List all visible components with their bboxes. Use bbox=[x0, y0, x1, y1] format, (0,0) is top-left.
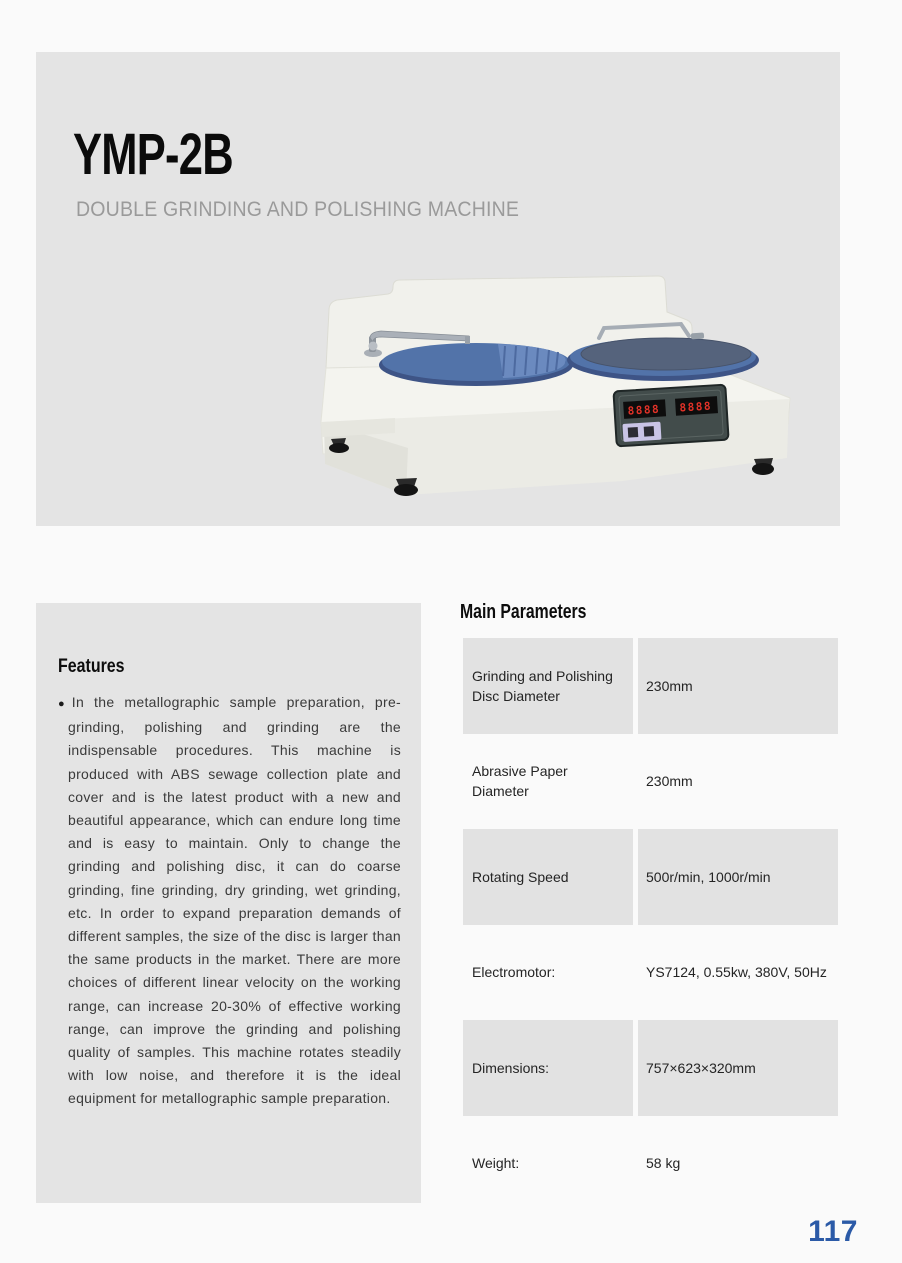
panel-buttons bbox=[622, 422, 661, 442]
product-subtitle: DOUBLE GRINDING AND POLISHING MACHINE bbox=[76, 198, 520, 221]
control-panel bbox=[613, 385, 728, 447]
led-display-left bbox=[623, 399, 666, 419]
param-label: Dimensions: bbox=[463, 1020, 633, 1116]
param-value: 230mm bbox=[638, 638, 838, 734]
features-heading: Features bbox=[58, 656, 125, 677]
features-paragraph bbox=[58, 691, 401, 1111]
param-label: Grinding and Polishing Disc Diameter bbox=[463, 638, 633, 734]
svg-text:8888: 8888 bbox=[679, 399, 713, 415]
led-display-right bbox=[675, 396, 718, 416]
features-panel bbox=[36, 603, 421, 1203]
param-value: 58 kg bbox=[646, 1155, 681, 1172]
param-value: 500r/min, 1000r/min bbox=[638, 829, 838, 925]
param-value: YS7124, 0.55kw, 380V, 50Hz bbox=[646, 964, 827, 981]
param-label: Electromotor: bbox=[472, 964, 556, 981]
param-label: Abrasive Paper Diameter bbox=[472, 763, 568, 800]
table-row bbox=[463, 734, 838, 830]
param-label: Weight: bbox=[472, 1155, 520, 1172]
table-row bbox=[463, 1020, 838, 1116]
table-row bbox=[463, 829, 838, 925]
param-label: Rotating Speed bbox=[463, 829, 633, 925]
product-title: YMP-2B bbox=[73, 122, 233, 187]
param-value: 757×623×320mm bbox=[638, 1020, 838, 1116]
parameters-table bbox=[463, 638, 838, 1211]
table-row bbox=[463, 925, 838, 1021]
page-number: 117 bbox=[808, 1215, 858, 1248]
disc-cover bbox=[581, 338, 751, 370]
left-disc bbox=[379, 343, 573, 386]
table-row bbox=[463, 1116, 838, 1212]
parameters-heading: Main Parameters bbox=[460, 601, 587, 623]
table-row bbox=[463, 638, 838, 734]
svg-text:8888: 8888 bbox=[627, 402, 661, 418]
bullet-icon: ● bbox=[58, 698, 71, 710]
features-body-text: In the metallographic sample preparation, pre-grinding, polishing and grinding are the indispensable procedures. This machine is produced with ABS sewage collection plate and cover and is the latest product with a new and beautiful appearance, which can endure long time and is easy to maintain. Only to change the grinding and polishing disc, it can do coarse grinding, fine grinding, dry grinding, wet grinding, etc. In order to expand preparation demands of different samples, the size of the disc is larger than the same products in the market. There are more choices of different linear velocity on the working range, can increase 20-30% of effective working range, can improve the grinding and polishing quality of samples. This machine rotates steadily with low noise, and therefore it is the ideal equipment for metallographic sample preparation. bbox=[68, 694, 401, 1107]
param-value: 230mm bbox=[646, 773, 693, 790]
product-image bbox=[293, 272, 793, 507]
